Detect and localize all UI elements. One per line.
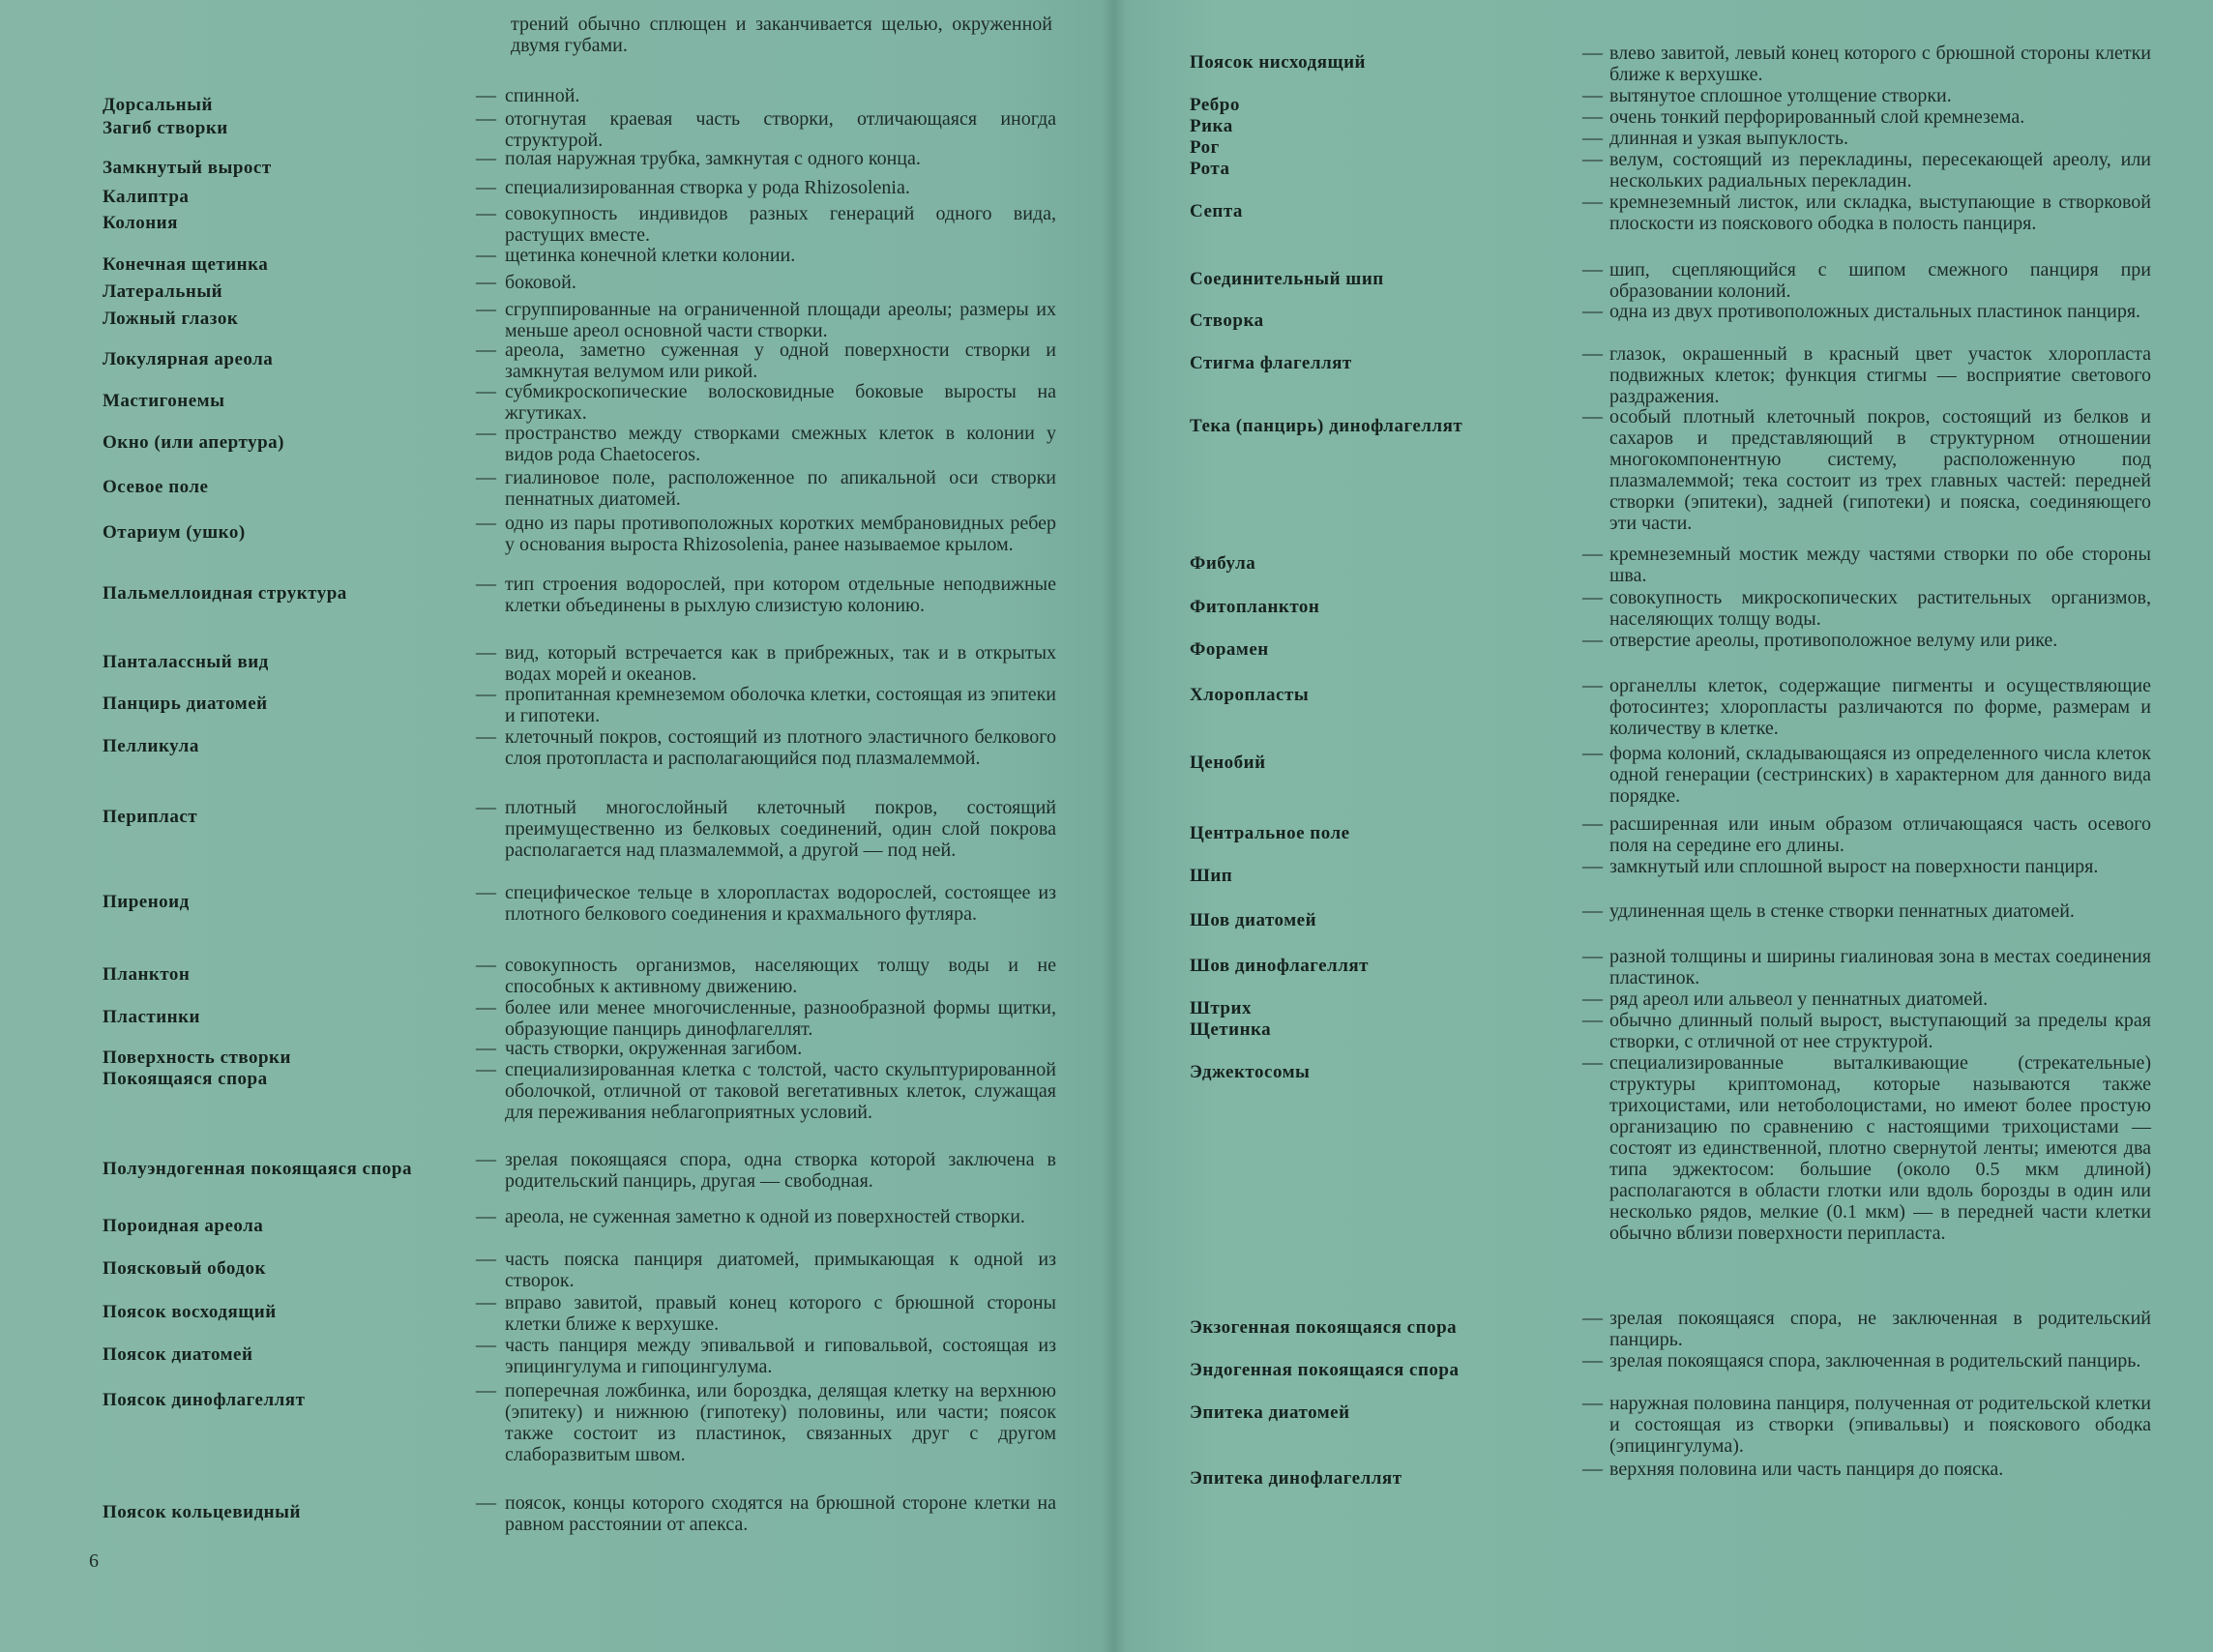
glossary-dash: — bbox=[476, 379, 496, 402]
glossary-dash: — bbox=[476, 421, 496, 444]
glossary-term: Панцирь диатомей bbox=[103, 693, 268, 714]
glossary-term: Латеральный bbox=[103, 281, 223, 302]
glossary-term: Штрих bbox=[1190, 998, 1252, 1018]
glossary-term: Тека (панцирь) динофлагеллят bbox=[1190, 416, 1463, 436]
glossary-definition: субмикроскопические волосковидные боковые выросты на жгутиках. bbox=[505, 381, 1056, 424]
glossary-term: Замкнутый вырост bbox=[103, 158, 272, 178]
glossary-definition: клеточный покров, состоящий из плотного эластичного белкового слоя протопласта и располагающийся под плазмалеммой. bbox=[505, 726, 1056, 769]
glossary-term: Поясок нисходящий bbox=[1190, 52, 1366, 73]
glossary-term: Отариум (ушко) bbox=[103, 522, 246, 543]
glossary-dash: — bbox=[476, 724, 496, 748]
glossary-term: Септа bbox=[1190, 201, 1243, 221]
glossary-definition: отогнутая краевая часть створки, отличающаяся иногда структурой. bbox=[505, 108, 1056, 151]
glossary-definition: разной толщины и ширины гиалиновая зона в местах соединения пластинок. bbox=[1609, 946, 2151, 988]
glossary-term: Хлоропласты bbox=[1190, 685, 1310, 705]
glossary-definition: поперечная ложбинка, или бороздка, делящая клетку на верхнюю (эпитеку) и нижнюю (гипотеку) половины, или части; поясок также состоит из пластинок, связанных друг с другом слаборазвитым швом. bbox=[505, 1380, 1056, 1465]
glossary-definition: зрелая покоящаяся спора, не заключенная в родительский панцирь. bbox=[1609, 1308, 2151, 1350]
glossary-term: Рог bbox=[1190, 137, 1220, 158]
glossary-definition: зрелая покоящаяся спора, заключенная в родительский панцирь. bbox=[1609, 1350, 2141, 1372]
glossary-dash: — bbox=[1582, 83, 1603, 106]
glossary-dash: — bbox=[1582, 1306, 1603, 1329]
glossary-dash: — bbox=[476, 511, 496, 534]
glossary-dash: — bbox=[476, 995, 496, 1018]
glossary-dash: — bbox=[1582, 1050, 1603, 1074]
glossary-term: Полуэндогенная покоящаяся спора bbox=[103, 1159, 412, 1179]
glossary-term: Дорсальный bbox=[103, 95, 213, 115]
glossary-definition: удлиненная щель в стенке створки пеннатных диатомей. bbox=[1609, 900, 2075, 922]
glossary-dash: — bbox=[476, 1036, 496, 1059]
left-page bbox=[0, 0, 1103, 1652]
glossary-definition: зрелая покоящаяся спора, одна створка которой заключена в родительский панцирь, другая — свободная. bbox=[505, 1149, 1056, 1192]
book-gutter bbox=[1103, 0, 1126, 1652]
glossary-dash: — bbox=[476, 1247, 496, 1270]
glossary-term: Шип bbox=[1190, 866, 1233, 886]
glossary-dash: — bbox=[476, 953, 496, 976]
glossary-dash: — bbox=[476, 201, 496, 224]
right-page bbox=[1126, 0, 2213, 1652]
glossary-term: Рота bbox=[1190, 159, 1230, 179]
glossary-term: Окно (или апертура) bbox=[103, 432, 284, 453]
glossary-term: Рика bbox=[1190, 116, 1233, 136]
glossary-term: Фитопланктон bbox=[1190, 597, 1320, 617]
glossary-definition: длинная и узкая выпуклость. bbox=[1609, 128, 1848, 149]
glossary-term: Поясок восходящий bbox=[103, 1302, 277, 1322]
glossary-dash: — bbox=[476, 682, 496, 705]
glossary-dash: — bbox=[476, 1333, 496, 1356]
glossary-dash: — bbox=[1582, 1457, 1603, 1480]
glossary-term: Форамен bbox=[1190, 639, 1269, 660]
glossary-dash: — bbox=[476, 270, 496, 293]
glossary-term: Эпитека диатомей bbox=[1190, 1402, 1350, 1423]
glossary-definition: щетинка конечной клетки колонии. bbox=[505, 245, 796, 266]
glossary-definition: часть створки, окруженная загибом. bbox=[505, 1038, 803, 1059]
glossary-definition: гиалиновое поле, расположенное по апикальной оси створки пеннатных диатомей. bbox=[505, 467, 1056, 510]
glossary-term: Поясковый ободок bbox=[103, 1258, 266, 1279]
glossary-definition: тип строения водорослей, при котором отдельные неподвижные клетки объединены в рыхлую слизистую колонию. bbox=[505, 574, 1056, 616]
glossary-dash: — bbox=[1582, 811, 1603, 835]
glossary-term: Пелликула bbox=[103, 736, 199, 756]
glossary-dash: — bbox=[1582, 147, 1603, 170]
glossary-term: Ложный глазок bbox=[103, 309, 239, 329]
glossary-dash: — bbox=[1582, 1008, 1603, 1031]
glossary-definition: ареола, заметно суженная у одной поверхности створки и замкнутая велумом или рикой. bbox=[505, 339, 1056, 382]
glossary-term: Поясок кольцевидный bbox=[103, 1502, 301, 1522]
glossary-dash: — bbox=[1582, 257, 1603, 280]
glossary-term: Щетинка bbox=[1190, 1019, 1272, 1040]
glossary-definition: вид, который встречается как в прибрежных, так и в открытых водах морей и океанов. bbox=[505, 642, 1056, 685]
glossary-dash: — bbox=[476, 1204, 496, 1227]
glossary-term: Панталассный вид bbox=[103, 652, 269, 672]
glossary-definition: форма колоний, складывающаяся из определенного числа клеток одной генерации (сестринских) в характерном для данного вида порядке. bbox=[1609, 743, 2151, 807]
glossary-definition: глазок, окрашенный в красный цвет участок хлоропласта подвижных клеток; функция стигмы — восприятие светового раздражения. bbox=[1609, 343, 2151, 407]
glossary-definition: полая наружная трубка, замкнутая с одного конца. bbox=[505, 148, 921, 169]
glossary-term: Перипласт bbox=[103, 807, 198, 827]
glossary-term: Пластинки bbox=[103, 1007, 200, 1027]
glossary-definition: одна из двух противоположных дистальных пластинок панциря. bbox=[1609, 301, 2141, 322]
glossary-dash: — bbox=[1582, 899, 1603, 922]
glossary-definition: одно из пары противоположных коротких мембрановидных ребер у основания выроста Rhizosolenia, ранее называемое крылом. bbox=[505, 513, 1056, 555]
glossary-definition: ареола, не суженная заметно к одной из поверхностей створки. bbox=[505, 1206, 1025, 1227]
glossary-dash: — bbox=[476, 146, 496, 169]
glossary-dash: — bbox=[1582, 585, 1603, 608]
glossary-dash: — bbox=[1582, 341, 1603, 365]
glossary-definition: пространство между створками смежных клеток в колонии у видов рода Chaetoceros. bbox=[505, 423, 1056, 465]
glossary-definition: вытянутое сплошное утолщение створки. bbox=[1609, 85, 1952, 106]
glossary-term: Стигма флагеллят bbox=[1190, 353, 1352, 373]
glossary-definition: пропитанная кремнеземом оболочка клетки, состоящая из эпитеки и гипотеки. bbox=[505, 684, 1056, 726]
glossary-dash: — bbox=[476, 465, 496, 488]
glossary-term: Колония bbox=[103, 213, 178, 233]
glossary-dash: — bbox=[476, 1490, 496, 1514]
glossary-term: Эндогенная покоящаяся спора bbox=[1190, 1360, 1460, 1380]
glossary-dash: — bbox=[1582, 854, 1603, 877]
glossary-dash: — bbox=[1582, 299, 1603, 322]
glossary-dash: — bbox=[1582, 1391, 1603, 1414]
glossary-definition: обычно длинный полый вырост, выступающий за пределы края створки, с отличной от нее структурой. bbox=[1609, 1010, 2151, 1052]
glossary-dash: — bbox=[1582, 944, 1603, 967]
glossary-definition: поясок, концы которого сходятся на брюшной стороне клетки на равном расстоянии от апекса. bbox=[505, 1492, 1056, 1535]
glossary-dash: — bbox=[1582, 404, 1603, 428]
glossary-term: Поясок динофлагеллят bbox=[103, 1390, 306, 1410]
glossary-dash: — bbox=[1582, 190, 1603, 213]
glossary-dash: — bbox=[476, 880, 496, 903]
glossary-definition: совокупность микроскопических растительных организмов, населяющих толщу воды. bbox=[1609, 587, 2151, 630]
glossary-definition: совокупность индивидов разных генераций одного вида, растущих вместе. bbox=[505, 203, 1056, 246]
glossary-dash: — bbox=[476, 1378, 496, 1401]
glossary-dash: — bbox=[1582, 987, 1603, 1010]
glossary-definition: расширенная или иным образом отличающаяся часть осевого поля на середине его длины. bbox=[1609, 813, 2151, 856]
glossary-term: Конечная щетинка bbox=[103, 254, 269, 275]
glossary-definition: специализированная клетка с толстой, часто скульптурированной оболочкой, отличной от таковой вегетативных клеток, служащая для переживания неблагоприятных условий. bbox=[505, 1059, 1056, 1123]
glossary-term: Калиптра bbox=[103, 187, 190, 207]
glossary-term: Загиб створки bbox=[103, 118, 228, 138]
glossary-definition: специализированная створка у рода Rhizosolenia. bbox=[505, 177, 910, 198]
glossary-term: Фибула bbox=[1190, 553, 1256, 574]
glossary-dash: — bbox=[1582, 104, 1603, 128]
glossary-term: Локулярная ареола bbox=[103, 349, 274, 369]
glossary-dash: — bbox=[1582, 628, 1603, 651]
glossary-definition: боковой. bbox=[505, 272, 576, 293]
glossary-term: Шов динофлагеллят bbox=[1190, 956, 1369, 976]
glossary-term: Поверхность створки bbox=[103, 1047, 291, 1068]
glossary-dash: — bbox=[476, 175, 496, 198]
glossary-dash: — bbox=[476, 1057, 496, 1080]
glossary-term: Ребро bbox=[1190, 95, 1240, 115]
glossary-definition: спинной. bbox=[505, 85, 580, 106]
glossary-definition: вправо завитой, правый конец которого с брюшной стороны клетки ближе к верхушке. bbox=[505, 1292, 1056, 1335]
glossary-dash: — bbox=[476, 338, 496, 361]
glossary-definition: кремнеземный мостик между частями створки по обе стороны шва. bbox=[1609, 544, 2151, 586]
glossary-term: Ценобий bbox=[1190, 752, 1266, 773]
glossary-definition: часть панциря между эпивальвой и гиповальвой, состоящая из эпицингулума и гипоцингулума. bbox=[505, 1335, 1056, 1377]
glossary-term: Пиреноид bbox=[103, 892, 190, 912]
glossary-term: Пороидная ареола bbox=[103, 1216, 264, 1236]
glossary-definition: велум, состоящий из перекладины, пересекающей ареолу, или нескольких радиальных перекладин. bbox=[1609, 149, 2151, 192]
glossary-dash: — bbox=[1582, 741, 1603, 764]
glossary-definition: плотный многослойный клеточный покров, состоящий преимущественно из белковых соединений, один слой покрова располагается над плазмалеммой, а другой — под ней. bbox=[505, 797, 1056, 861]
continuation-text: трений обычно сплющен и заканчивается щелью, окруженной двумя губами. bbox=[511, 14, 1052, 56]
glossary-definition: кремнеземный листок, или складка, выступающие в створковой плоскости из пояскового ободка в полость панциря. bbox=[1609, 192, 2151, 234]
glossary-term: Шов диатомей bbox=[1190, 910, 1317, 930]
glossary-term: Экзогенная покоящаяся спора bbox=[1190, 1317, 1458, 1338]
glossary-definition: совокупность организмов, населяющих толщу воды и не способных к активному движению. bbox=[505, 955, 1056, 997]
glossary-term: Покоящаяся спора bbox=[103, 1069, 268, 1089]
glossary-definition: очень тонкий перфорированный слой кремнезема. bbox=[1609, 106, 2025, 128]
glossary-definition: специализированные выталкивающие (стрекательные) структуры криптомонад, которые называются также трихоцистами, или нетоболоцистами, но имеют более простую организацию по сравнению с настоящими трихоцистами — состоят из единственной, плотно свернутой ленты; имеются два типа эджектосом: большие (около 0.5 мкм длиной) располагаются в области глотки или вдоль борозды в один или несколько рядов, мелкие (0.1 мкм) — в передней части клетки обычно вблизи поверхности перипласта. bbox=[1609, 1052, 2151, 1244]
glossary-definition: наружная половина панциря, полученная от родительской клетки и состоящая из створки (эпивальвы) и пояскового ободка (эпицингулума). bbox=[1609, 1393, 2151, 1457]
glossary-definition: сгруппированные на ограниченной площади ареолы; размеры их меньше ареол основной части створки. bbox=[505, 299, 1056, 341]
glossary-dash: — bbox=[476, 572, 496, 595]
glossary-definition: органеллы клеток, содержащие пигменты и осуществляющие фотосинтез; хлоропласты различаются по форме, размерам и количеству в клетке. bbox=[1609, 675, 2151, 739]
page-number: 6 bbox=[89, 1550, 99, 1572]
glossary-definition: особый плотный клеточный покров, состоящий из белков и сахаров и представляющий в структурном отношении многокомпонентную систему, расположенную под плазмалеммой; тека состоит из трех главных частей: передней створки (эпитеки), задней (гипотеки) и пояска, соединяющего эти части. bbox=[1609, 406, 2151, 534]
glossary-definition: часть пояска панциря диатомей, примыкающая к одной из створок. bbox=[505, 1249, 1056, 1291]
glossary-dash: — bbox=[476, 1290, 496, 1313]
glossary-dash: — bbox=[1582, 1348, 1603, 1372]
glossary-term: Осевое поле bbox=[103, 477, 209, 497]
glossary-dash: — bbox=[476, 106, 496, 130]
glossary-definition: отверстие ареолы, противоположное велуму или рике. bbox=[1609, 630, 2058, 651]
glossary-term: Створка bbox=[1190, 310, 1264, 331]
glossary-dash: — bbox=[476, 243, 496, 266]
glossary-definition: влево завитой, левый конец которого с брюшной стороны клетки ближе к верхушке. bbox=[1609, 43, 2151, 85]
glossary-dash: — bbox=[1582, 673, 1603, 696]
glossary-term: Поясок диатомей bbox=[103, 1344, 253, 1365]
glossary-definition: верхняя половина или часть панциря до пояска. bbox=[1609, 1459, 2004, 1480]
glossary-term: Мастигонемы bbox=[103, 391, 225, 411]
glossary-dash: — bbox=[476, 83, 496, 106]
glossary-definition: ряд ареол или альвеол у пеннатных диатомей. bbox=[1609, 988, 1989, 1010]
glossary-definition: замкнутый или сплошной вырост на поверхности панциря. bbox=[1609, 856, 2099, 877]
glossary-term: Эпитека динофлагеллят bbox=[1190, 1468, 1402, 1489]
glossary-dash: — bbox=[476, 795, 496, 818]
glossary-dash: — bbox=[476, 640, 496, 664]
glossary-definition: шип, сцепляющийся с шипом смежного панциря при образовании колоний. bbox=[1609, 259, 2151, 302]
glossary-dash: — bbox=[1582, 542, 1603, 565]
glossary-term: Центральное поле bbox=[1190, 823, 1350, 843]
glossary-term: Эджектосомы bbox=[1190, 1062, 1311, 1082]
glossary-dash: — bbox=[1582, 126, 1603, 149]
glossary-dash: — bbox=[1582, 41, 1603, 64]
glossary-dash: — bbox=[476, 1147, 496, 1170]
glossary-term: Соединительный шип bbox=[1190, 269, 1384, 289]
glossary-definition: специфическое тельце в хлоропластах водорослей, состоящее из плотного белкового соединения и крахмального футляра. bbox=[505, 882, 1056, 925]
glossary-term: Планктон bbox=[103, 964, 191, 985]
glossary-term: Пальмеллоидная структура bbox=[103, 583, 347, 604]
glossary-dash: — bbox=[476, 297, 496, 320]
glossary-definition: более или менее многочисленные, разнообразной формы щитки, образующие панцирь динофлагеллят. bbox=[505, 997, 1056, 1040]
